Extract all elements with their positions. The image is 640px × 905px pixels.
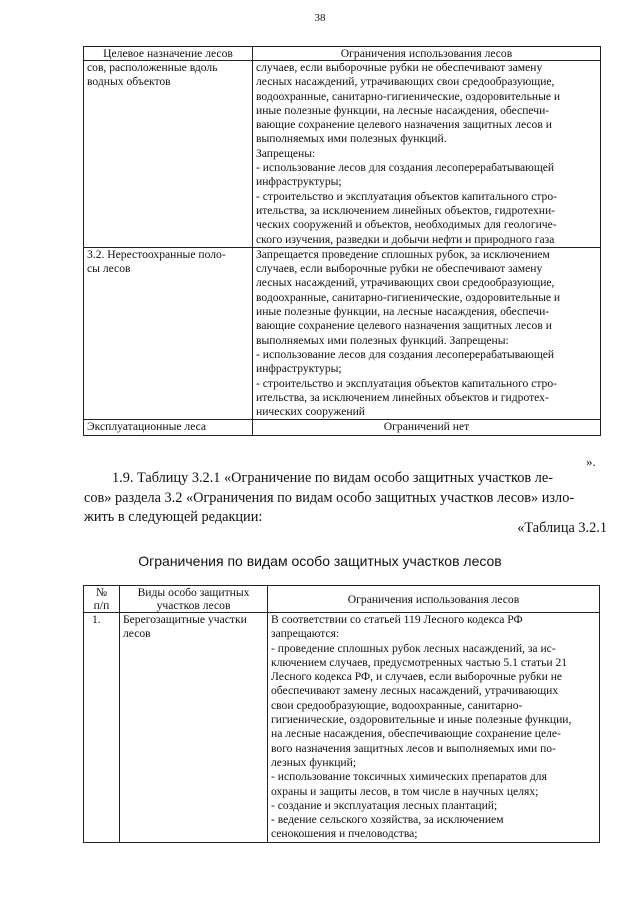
cell-line: лесных насаждений, утрачивающих свои средообразующие, — [256, 276, 555, 290]
cell-line: - проведение сплошных рубок лесных насаждений, за ис- — [271, 641, 556, 655]
header-line: Виды особо защитных — [137, 586, 250, 599]
cell-line: - создание и эксплуатация лесных плантаций; — [271, 798, 498, 812]
header-line: п/п — [93, 599, 110, 612]
table-row — [84, 420, 601, 435]
kind-cell — [120, 613, 268, 843]
cell-line: нических сооружений — [256, 405, 365, 419]
cell-line: Лесного кодекса РФ, и случаев, если выборочные рубки не — [271, 670, 563, 684]
cell-line: вающие сохранение целевого назначения защитных лесов и — [256, 319, 552, 333]
purpose-cell — [84, 61, 253, 248]
cell-line: водных объектов — [87, 75, 171, 89]
amendment-paragraph — [84, 469, 604, 528]
cell-line: сы лесов — [87, 262, 131, 276]
restrictions-cell — [253, 61, 601, 248]
cell-line: обеспечивают замену лесных насаждений, утрачивающих — [271, 684, 559, 698]
column-header-kind — [120, 586, 268, 613]
paragraph-line: жить в следующей редакции: — [84, 509, 263, 525]
cell-line: - строительство и эксплуатация объектов капитального стро- — [256, 189, 558, 203]
column-header-restrictions: Ограничения использования лесов — [253, 47, 601, 61]
cell-line: охраны и защиты лесов, в том числе в научных целях; — [271, 784, 539, 798]
cell-line: - строительство и эксплуатация объектов капитального стро- — [256, 376, 558, 390]
cell-line: ительства, за исключением линейных объектов и гидротех- — [256, 390, 549, 404]
cell-line: Запрещены: — [256, 146, 316, 160]
cell-line: - использование токсичных химических препаратов для — [271, 770, 547, 784]
table-row — [84, 61, 601, 248]
number-cell: 1. — [84, 613, 120, 843]
paragraph-line: сов» раздела 3.2 «Ограничения по видам особо защитных участков лесов» изло- — [84, 489, 575, 506]
table-header-row — [84, 47, 601, 61]
paragraph-line: 1.9. Таблицу 3.2.1 «Ограничение по видам особо защитных участков ле- — [112, 470, 553, 486]
cell-line: сов, расположенные вдоль — [87, 61, 218, 74]
cell-line: лесов — [123, 627, 151, 641]
cell-line: Берегозащитные участки — [123, 613, 247, 626]
page-number: 38 — [314, 12, 326, 24]
purpose-cell: Эксплуатационные леса — [84, 420, 253, 435]
cell-line: сенокошения и пчеловодства; — [271, 827, 418, 841]
cell-line: ительства, за исключением линейных объектов, гидротехни- — [256, 203, 556, 217]
cell-line: гигиенические, оздоровительные и иные полезные функции, — [271, 713, 572, 727]
cell-line: иные полезные функции, на лесные насаждения, обеспечи- — [256, 305, 550, 319]
cell-line: выполняемых ими полезных функций. Запрещены: — [256, 333, 509, 347]
column-header-purpose: Целевое назначение лесов — [84, 47, 253, 61]
protected-areas-table — [83, 585, 600, 843]
table-header-row — [84, 586, 600, 613]
table-label: «Таблица 3.2.1 — [517, 520, 607, 536]
table-title: Ограничения по видам особо защитных участков лесов — [138, 553, 502, 569]
column-header-restrictions: Ограничения использования лесов — [268, 586, 600, 613]
cell-line: - ведение сельского хозяйства, за исключением — [271, 813, 504, 827]
cell-line: инфраструктуры; — [256, 175, 342, 189]
header-line: участков лесов — [156, 599, 231, 612]
cell-line: 3.2. Нерестоохранные поло- — [87, 247, 226, 261]
cell-line: иные полезные функции, на лесные насаждения, обеспечи- — [256, 103, 550, 117]
cell-line: водоохранные, санитарно-гигиенические, оздоровительные и — [256, 89, 561, 103]
cell-line: случаев, если выборочные рубки не обеспечивают замену — [256, 61, 543, 74]
cell-line: вого назначения защитных лесов и выполняемых ими по- — [271, 741, 556, 755]
cell-line: ского изучения, разведки и добычи нефти и природного газа — [256, 232, 555, 246]
cell-line: лезных функций; — [271, 755, 357, 769]
cell-line: случаев, если выборочные рубки не обеспечивают замену — [256, 262, 543, 276]
cell-line: лесных насаждений, утрачивающих свои средообразующие, — [256, 75, 555, 89]
cell-line: инфраструктуры; — [256, 362, 342, 376]
table-row — [84, 247, 601, 420]
restrictions-cell — [253, 247, 601, 420]
purpose-cell — [84, 247, 253, 420]
forest-purpose-table — [83, 46, 601, 436]
cell-line: на лесные насаждения, обеспечивающие сохранение целе- — [271, 727, 561, 741]
cell-line: свои средообразующие, водоохранные, санитарно- — [271, 698, 523, 712]
cell-line: - использование лесов для создания лесоперерабатывающей — [256, 347, 555, 361]
cell-line: Запрещается проведение сплошных рубок, за исключением — [256, 247, 550, 261]
restrictions-cell: Ограничений нет — [253, 420, 601, 435]
cell-line: - использование лесов для создания лесоперерабатывающей — [256, 161, 555, 175]
closing-quote: ». — [586, 454, 596, 469]
header-line: № — [95, 586, 108, 599]
cell-line: вающие сохранение целевого назначения защитных лесов и — [256, 118, 552, 132]
cell-line: водоохранные, санитарно-гигиенические, оздоровительные и — [256, 290, 561, 304]
cell-line: ключением случаев, предусмотренных частью 5.1 статьи 21 — [271, 655, 568, 669]
cell-line: ческих сооружений и объектов, необходимых для геологиче- — [256, 218, 557, 232]
column-header-number — [84, 586, 120, 613]
cell-line: запрещаются: — [271, 627, 340, 641]
restrictions-cell — [268, 613, 600, 843]
cell-line: выполняемых ими полезных функций. — [256, 132, 447, 146]
cell-line: В соответствии со статьей 119 Лесного кодекса РФ — [271, 613, 523, 626]
table-row — [84, 613, 600, 843]
